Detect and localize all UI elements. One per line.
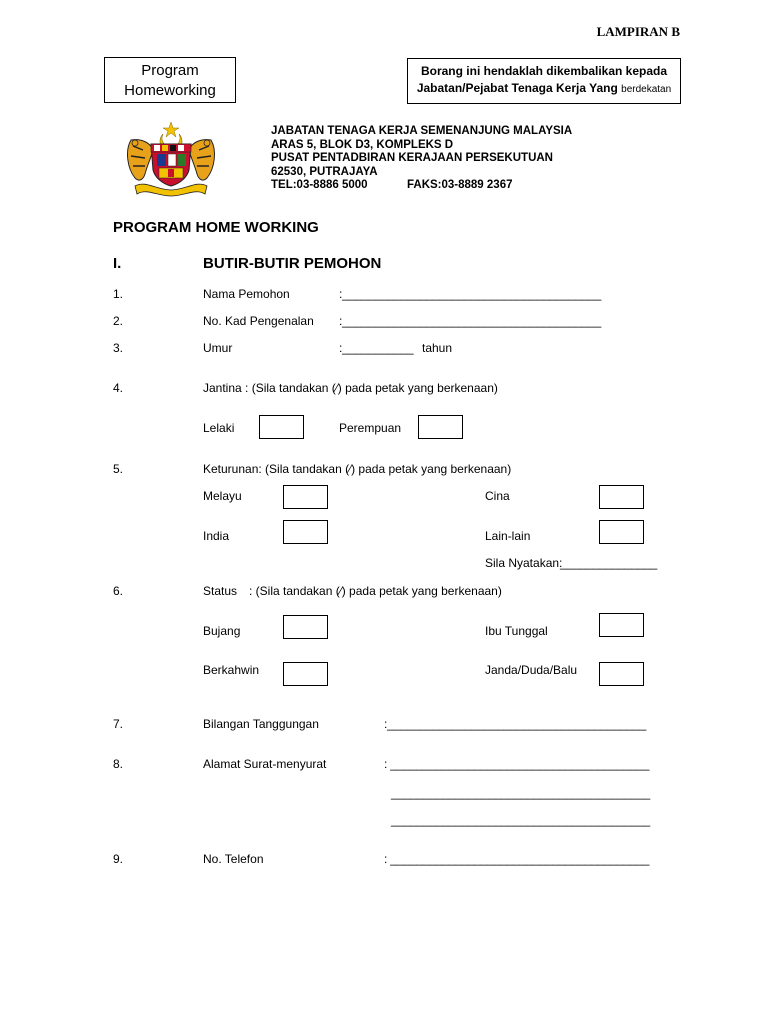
item-number: 1. (113, 287, 124, 301)
ibu-tunggal-checkbox[interactable] (599, 613, 644, 637)
tanggungan-label: Bilangan Tanggungan (203, 717, 319, 731)
malaysia-coat-of-arms-icon (121, 120, 221, 198)
address-line4: 62530, PUTRAJAYA (271, 165, 378, 178)
sila-nyatakan-input[interactable]: _______________ (560, 556, 658, 570)
item-number: 2. (113, 314, 124, 328)
janda-label: Janda/Duda/Balu (485, 663, 578, 677)
kad-input[interactable]: :________________________________________ (339, 314, 602, 328)
perempuan-checkbox[interactable] (418, 415, 463, 439)
form-title: PROGRAM HOME WORKING (113, 219, 319, 236)
notice-line2-wrap (408, 80, 680, 98)
program-line2: Homeworking (124, 82, 216, 99)
nama-input[interactable]: :________________________________________ (339, 287, 602, 301)
item-number: 6. (113, 584, 124, 598)
item-number: 5. (113, 462, 124, 476)
lelaki-checkbox[interactable] (259, 415, 304, 439)
item-number: 9. (113, 852, 124, 866)
notice-line2: Jabatan/Pejabat Tenaga Kerja Yang (416, 81, 618, 95)
alamat-input-line3[interactable]: ________________________________________ (391, 813, 650, 827)
keturunan-instruction: Keturunan: (Sila tandakan (⁄) pada petak yang berkenaan) (203, 462, 512, 476)
address-line1: JABATAN TENAGA KERJA SEMENANJUNG MALAYSIA (271, 125, 573, 137)
melayu-label: Melayu (203, 489, 242, 503)
notice-box (407, 58, 681, 104)
ibu-tunggal-label: Ibu Tunggal (485, 624, 548, 638)
notice-line1: Borang ini hendaklah dikembalikan kepada (420, 64, 668, 78)
status-label: Status (203, 584, 238, 598)
item-number: 4. (113, 381, 124, 395)
item-number: 3. (113, 341, 124, 355)
kad-label: No. Kad Pengenalan (203, 314, 314, 328)
program-line1: Program (141, 62, 199, 79)
jantina-instruction: Jantina : (Sila tandakan (⁄) pada petak yang berkenaan) (203, 381, 498, 395)
lampiran-label: LAMPIRAN B (596, 24, 680, 39)
sila-nyatakan-label: Sila Nyatakan: (485, 556, 563, 570)
lelaki-label: Lelaki (203, 421, 235, 435)
nama-label: Nama Pemohon (203, 287, 290, 301)
bujang-label: Bujang (203, 624, 241, 638)
telefon-input[interactable]: : ________________________________________ (384, 852, 650, 866)
program-box (104, 57, 236, 103)
address-line2: ARAS 5, BLOK D3, KOMPLEKS D (271, 138, 454, 151)
janda-checkbox[interactable] (599, 662, 644, 686)
alamat-input-line2[interactable]: ________________________________________ (391, 786, 650, 800)
india-label: India (203, 529, 230, 543)
section-title: BUTIR-BUTIR PEMOHON (203, 255, 382, 272)
item-number: 7. (113, 717, 124, 731)
telefon-label: No. Telefon (203, 852, 264, 866)
address-faks: FAKS:03-8889 2367 (407, 179, 513, 191)
umur-label: Umur (203, 341, 233, 355)
lainlain-label: Lain-lain (485, 529, 531, 543)
address-line3: PUSAT PENTADBIRAN KERAJAAN PERSEKUTUAN (271, 152, 553, 164)
tahun-label: tahun (422, 341, 453, 355)
cina-label: Cina (485, 489, 510, 503)
lainlain-checkbox[interactable] (599, 520, 644, 544)
tanggungan-input[interactable]: :________________________________________ (384, 717, 647, 731)
section-number: I. (113, 255, 122, 272)
umur-input[interactable]: :___________ (339, 341, 414, 355)
agency-address (271, 125, 572, 193)
melayu-checkbox[interactable] (283, 485, 328, 509)
india-checkbox[interactable] (283, 520, 328, 544)
alamat-label: Alamat Surat-menyurat (203, 757, 327, 771)
address-tel: TEL:03-8886 5000 (271, 179, 368, 191)
cina-checkbox[interactable] (599, 485, 644, 509)
bujang-checkbox[interactable] (283, 615, 328, 639)
berkahwin-label: Berkahwin (203, 663, 260, 677)
perempuan-label: Perempuan (339, 421, 402, 435)
notice-small: berdekatan (621, 84, 672, 95)
berkahwin-checkbox[interactable] (283, 662, 328, 686)
item-number: 8. (113, 757, 124, 771)
status-instruction: : (Sila tandakan (⁄) pada petak yang berkenaan) (249, 584, 502, 598)
address-contact-row (271, 179, 572, 193)
alamat-input-line1[interactable]: : ________________________________________ (384, 757, 650, 771)
